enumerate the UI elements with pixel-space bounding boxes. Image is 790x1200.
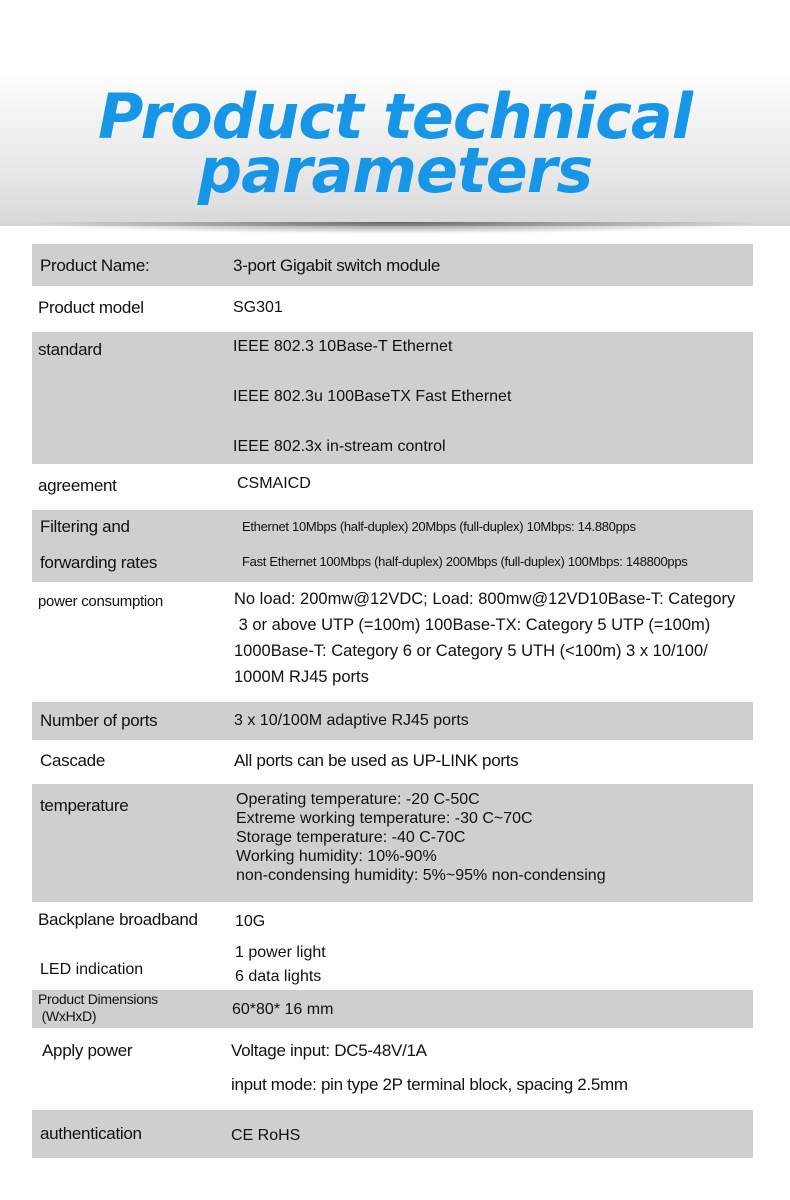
temperature-line-1: Operating temperature: -20 C-50C: [236, 791, 480, 808]
row-product-name: [32, 244, 753, 286]
temperature-line-4: Working humidity: 10%-90%: [236, 848, 437, 865]
power-consumption-label: power consumption: [38, 593, 163, 610]
row-filtering: [32, 510, 753, 582]
row-authentication: [32, 1110, 753, 1158]
apply-power-value-2: input mode: pin type 2P terminal block, spacing 2.5mm: [231, 1075, 628, 1094]
number-of-ports-value: 3 x 10/100M adaptive RJ45 ports: [234, 712, 469, 729]
cascade-label: Cascade: [40, 751, 105, 770]
power-consumption-value: [234, 586, 735, 690]
standard-value-2: IEEE 802.3u 100BaseTX Fast Ethernet: [233, 388, 512, 405]
filtering-label-line2: forwarding rates: [40, 553, 158, 572]
power-consumption-line-3: 1000Base-T: Category 6 or Category 5 UTH (<100m) 3 x 10/100/: [234, 642, 708, 660]
product-name-value: 3-port Gigabit switch module: [233, 256, 441, 275]
power-consumption-line-4: 1000M RJ45 ports: [234, 668, 369, 686]
banner-shadow: [20, 222, 770, 234]
led-label: LED indication: [40, 961, 144, 978]
page-title-line2: parameters: [197, 134, 593, 207]
standard-value-3: IEEE 802.3x in-stream control: [233, 438, 446, 455]
page-title-line1: Product technical: [97, 80, 692, 153]
agreement-label: agreement: [38, 476, 117, 495]
agreement-value: CSMAICD: [237, 475, 311, 492]
filtering-value-2: Fast Ethernet 100Mbps (half-duplex) 200Mbps (full-duplex) 100Mbps: 148800pps: [242, 554, 688, 569]
row-product-model: [32, 286, 753, 332]
power-consumption-line-1: No load: 200mw@12VDC; Load: 800mw@12VD10Base-T: Category: [234, 590, 736, 608]
product-model-label: Product model: [38, 298, 144, 317]
backplane-value: 10G: [235, 913, 266, 930]
dimensions-label-line2: (WxHxD): [38, 1008, 97, 1024]
number-of-ports-label: Number of ports: [40, 711, 158, 730]
filtering-value-1: Ethernet 10Mbps (half-duplex) 20Mbps (full-duplex) 10Mbps: 14.880pps: [242, 519, 636, 534]
filtering-label-line1: Filtering and: [40, 517, 130, 536]
row-agreement: [32, 464, 753, 510]
temperature-line-2: Extreme working temperature: -30 C~70C: [236, 810, 533, 827]
product-model-value: SG301: [233, 299, 283, 316]
led-value-1: 1 power light: [235, 944, 326, 961]
apply-power-label: Apply power: [42, 1041, 133, 1060]
row-power-consumption: [32, 582, 753, 702]
row-dimensions: [32, 990, 753, 1028]
row-standard: [32, 332, 753, 464]
power-consumption-line-2: 3 or above UTP (=100m) 100Base-TX: Category 5 UTP (=100m): [234, 616, 711, 634]
dimensions-value: 60*80* 16 mm: [232, 1001, 334, 1018]
row-number-of-ports: [32, 702, 753, 740]
row-temperature: [32, 784, 753, 902]
temperature-line-3: Storage temperature: -40 C-70C: [236, 829, 466, 846]
temperature-value: [236, 790, 606, 885]
row-apply-power: [32, 1028, 753, 1110]
led-value-2: 6 data lights: [235, 968, 322, 985]
product-name-label: Product Name:: [40, 256, 150, 275]
temperature-label: temperature: [40, 796, 129, 815]
authentication-label: authentication: [40, 1124, 142, 1143]
backplane-label: Backplane broadband: [38, 910, 198, 929]
standard-value-1: IEEE 802.3 10Base-T Ethernet: [233, 338, 453, 355]
row-backplane: [32, 902, 753, 990]
standard-label: standard: [38, 340, 102, 359]
cascade-value: All ports can be used as UP-LINK ports: [234, 751, 519, 770]
row-cascade: [32, 740, 753, 784]
authentication-value: CE RoHS: [231, 1127, 301, 1144]
apply-power-value-1: Voltage input: DC5-48V/1A: [231, 1041, 427, 1060]
temperature-line-5: non-condensing humidity: 5%~95% non-condensing: [236, 867, 606, 884]
dimensions-label-line1: Product Dimensions: [38, 991, 158, 1007]
